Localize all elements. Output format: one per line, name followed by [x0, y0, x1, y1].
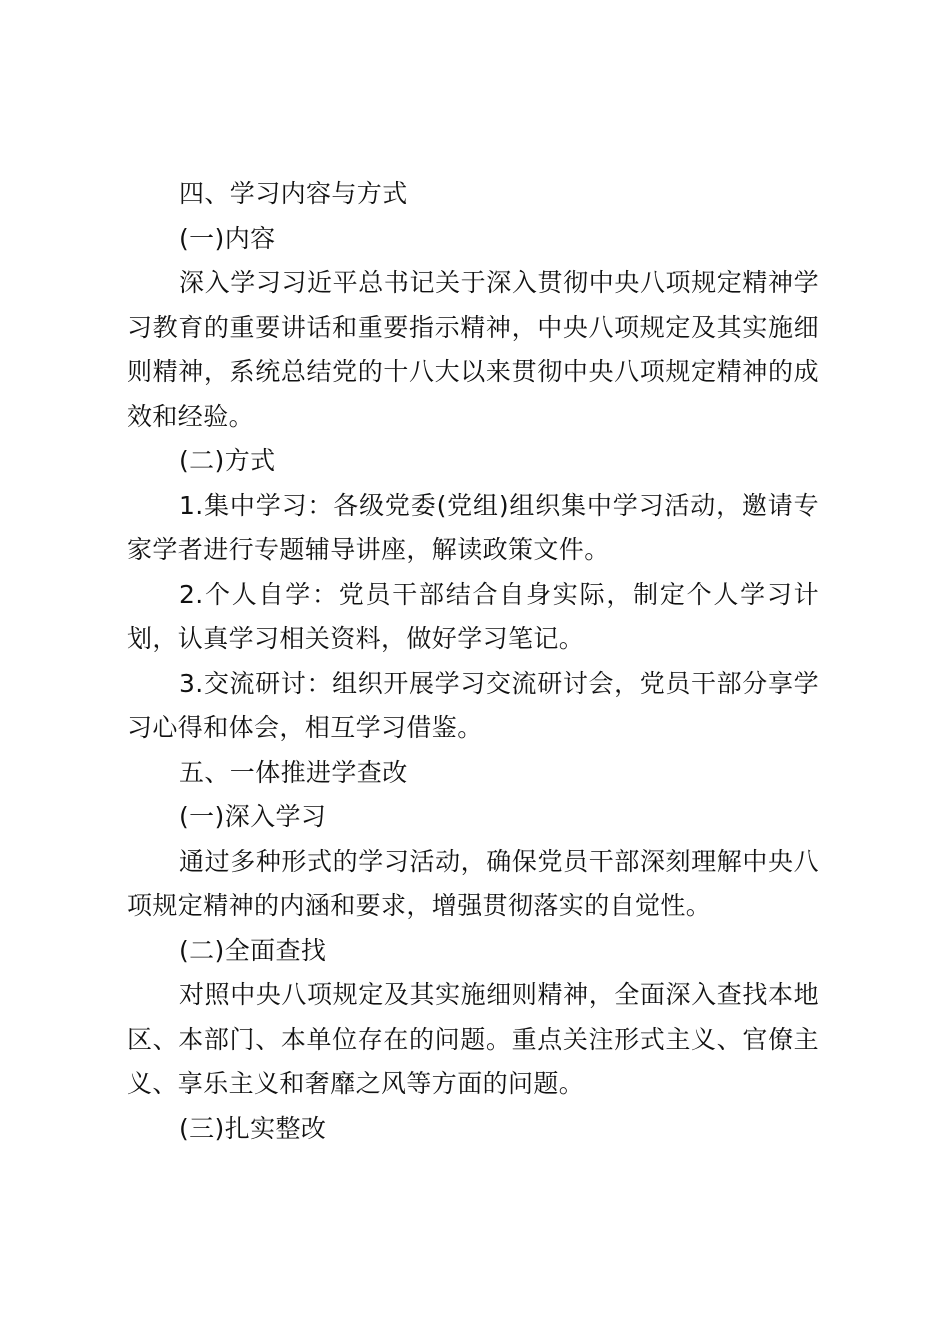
text-line: 四、学习内容与方式 [179, 179, 408, 208]
text-line: 区、本部门、本单位存在的问题。重点关注形式主义、官僚主 [127, 1024, 819, 1054]
text-line: 习心得和体会，相互学习借鉴。 [127, 713, 483, 742]
text-line: (二)全面查找 [179, 935, 327, 965]
text-line: 效和经验。 [127, 401, 255, 431]
text-line: (二)方式 [179, 446, 276, 475]
text-line: 习教育的重要讲话和重要指示精神，中央八项规定及其实施细 [127, 312, 819, 342]
text-line: (一)内容 [179, 223, 276, 253]
text-line: 对照中央八项规定及其实施细则精神，全面深入查找本地 [179, 980, 819, 1009]
text-line: 深入学习习近平总书记关于深入贯彻中央八项规定精神学 [179, 268, 819, 297]
text-line: (一)深入学习 [179, 802, 327, 831]
text-line: 义、享乐主义和奢靡之风等方面的问题。 [127, 1069, 585, 1098]
text-line: 五、一体推进学查改 [179, 757, 408, 787]
text-line: 通过多种形式的学习活动，确保党员干部深刻理解中央八 [179, 846, 819, 876]
text-line: 3.交流研讨：组织开展学习交流研讨会，党员干部分享学 [179, 668, 819, 698]
document-body [127, 172, 819, 1151]
text-line: 项规定精神的内涵和要求，增强贯彻落实的自觉性。 [127, 891, 712, 920]
text-line: 划，认真学习相关资料，做好学习笔记。 [127, 624, 585, 653]
text-line: (三)扎实整改 [179, 1113, 327, 1143]
text-line: 则精神，系统总结党的十八大以来贯彻中央八项规定精神的成 [127, 357, 819, 386]
text-line: 1.集中学习：各级党委(党组)组织集中学习活动，邀请专 [179, 490, 819, 520]
text-line: 2.个人自学：党员干部结合自身实际，制定个人学习计 [179, 579, 819, 609]
text-line: 家学者进行专题辅导讲座，解读政策文件。 [127, 535, 610, 564]
